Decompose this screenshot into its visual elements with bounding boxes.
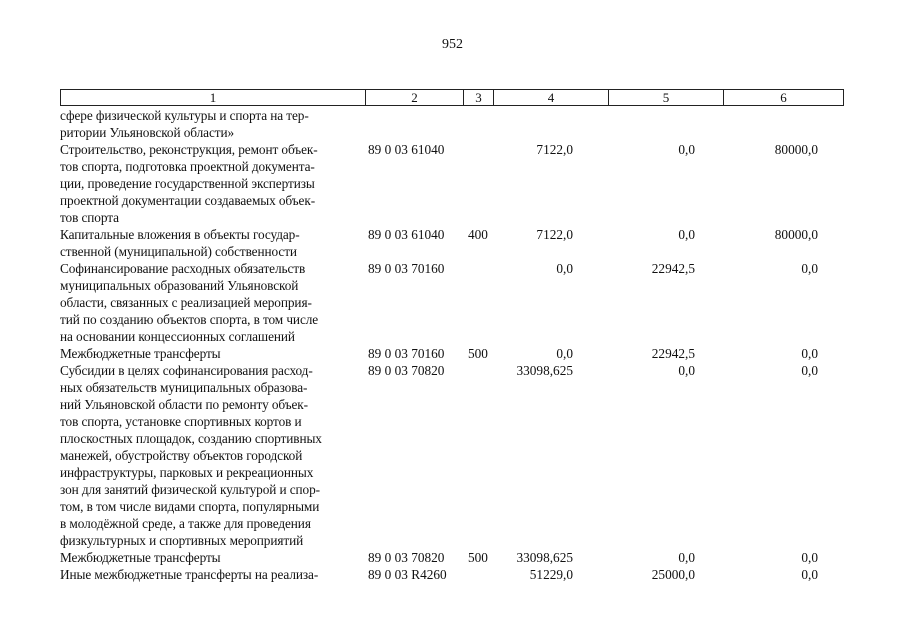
row-description xyxy=(60,566,358,583)
description-line: сфере физической культуры и спорта на тер- xyxy=(60,108,309,123)
value-col-4: 0,0 xyxy=(556,261,573,276)
budget-code: 89 0 03 70160 xyxy=(368,346,445,361)
column-header-1: 1 xyxy=(61,90,366,106)
description-line: тов спорта, подготовка проектной документа- xyxy=(60,159,315,174)
description-line: тов спорта, установке спортивных кортов и xyxy=(60,414,302,429)
description-line: Иные межбюджетные трансферты на реализа- xyxy=(60,567,319,582)
table-row xyxy=(60,362,845,549)
expense-type: 500 xyxy=(468,346,488,361)
value-col-4: 51229,0 xyxy=(529,567,573,582)
table-row xyxy=(60,566,845,583)
value-col-4: 7122,0 xyxy=(536,142,573,157)
value-col-5: 22942,5 xyxy=(651,346,695,361)
description-line: Софинансирование расходных обязательств xyxy=(60,261,306,276)
value-col-6: 0,0 xyxy=(801,567,818,582)
column-header-row xyxy=(60,89,844,106)
value-col-6: 80000,0 xyxy=(774,227,818,242)
description-line: в молодёжной среде, а также для проведения xyxy=(60,516,311,531)
row-description xyxy=(60,260,358,345)
row-description xyxy=(60,362,358,549)
value-col-5: 0,0 xyxy=(678,363,695,378)
table-row xyxy=(60,549,845,566)
value-col-6: 0,0 xyxy=(801,261,818,276)
value-col-5: 25000,0 xyxy=(651,567,695,582)
budget-code: 89 0 03 70820 xyxy=(368,363,445,378)
value-col-4: 0,0 xyxy=(556,346,573,361)
budget-code: 89 0 03 70820 xyxy=(368,550,445,565)
description-line: Строительство, реконструкция, ремонт объек- xyxy=(60,142,318,157)
budget-code: 89 0 03 70160 xyxy=(368,261,445,276)
value-col-4: 33098,625 xyxy=(516,363,573,378)
value-col-5: 0,0 xyxy=(678,227,695,242)
table-row xyxy=(60,107,845,141)
value-col-4: 7122,0 xyxy=(536,227,573,242)
budget-table-body xyxy=(60,107,845,583)
column-header-6: 6 xyxy=(724,90,844,106)
description-line: ритории Ульяновской области» xyxy=(60,125,235,140)
expense-type: 500 xyxy=(468,550,488,565)
value-col-5: 0,0 xyxy=(678,142,695,157)
value-col-4: 33098,625 xyxy=(516,550,573,565)
page-number: 952 xyxy=(442,37,463,52)
description-line: зон для занятий физической культурой и спор- xyxy=(60,482,320,497)
value-col-6: 0,0 xyxy=(801,363,818,378)
value-col-6: 0,0 xyxy=(801,550,818,565)
budget-code: 89 0 03 61040 xyxy=(368,227,445,242)
description-line: инфраструктуры, парковых и рекреационных xyxy=(60,465,314,480)
table-row xyxy=(60,345,845,362)
description-line: Субсидии в целях софинансирования расход- xyxy=(60,363,313,378)
description-line: муниципальных образований Ульяновской xyxy=(60,278,299,293)
table-row xyxy=(60,260,845,345)
row-description xyxy=(60,345,358,362)
column-header-3: 3 xyxy=(464,90,494,106)
table-row xyxy=(60,141,845,226)
row-description xyxy=(60,107,358,141)
description-line: физкультурных и спортивных мероприятий xyxy=(60,533,304,548)
value-col-6: 0,0 xyxy=(801,346,818,361)
column-header-5: 5 xyxy=(609,90,724,106)
description-line: ний Ульяновской области по ремонту объек- xyxy=(60,397,308,412)
description-line: Межбюджетные трансферты xyxy=(60,550,221,565)
description-line: области, связанных с реализацией мероприя- xyxy=(60,295,312,310)
description-line: Межбюджетные трансферты xyxy=(60,346,221,361)
description-line: на основании концессионных соглашений xyxy=(60,329,295,344)
column-header-2: 2 xyxy=(366,90,464,106)
budget-code: 89 0 03 R4260 xyxy=(368,567,447,582)
value-col-5: 22942,5 xyxy=(651,261,695,276)
row-description xyxy=(60,549,358,566)
description-line: ственной (муниципальной) собственности xyxy=(60,244,297,259)
description-line: том, в том числе видами спорта, популярными xyxy=(60,499,320,514)
description-line: ных обязательств муниципальных образова- xyxy=(60,380,308,395)
description-line: тий по созданию объектов спорта, в том числе xyxy=(60,312,319,327)
description-line: Капитальные вложения в объекты государ- xyxy=(60,227,300,242)
expense-type: 400 xyxy=(468,227,488,242)
row-description xyxy=(60,226,358,260)
value-col-5: 0,0 xyxy=(678,550,695,565)
value-col-6: 80000,0 xyxy=(774,142,818,157)
description-line: тов спорта xyxy=(60,210,119,225)
description-line: плоскостных площадок, созданию спортивных xyxy=(60,431,322,446)
table-row xyxy=(60,226,845,260)
budget-code: 89 0 03 61040 xyxy=(368,142,445,157)
description-line: проектной документации создаваемых объек- xyxy=(60,193,316,208)
row-description xyxy=(60,141,358,226)
description-line: манежей, обустройству объектов городской xyxy=(60,448,303,463)
column-header-4: 4 xyxy=(494,90,609,106)
description-line: ции, проведение государственной экспертизы xyxy=(60,176,315,191)
